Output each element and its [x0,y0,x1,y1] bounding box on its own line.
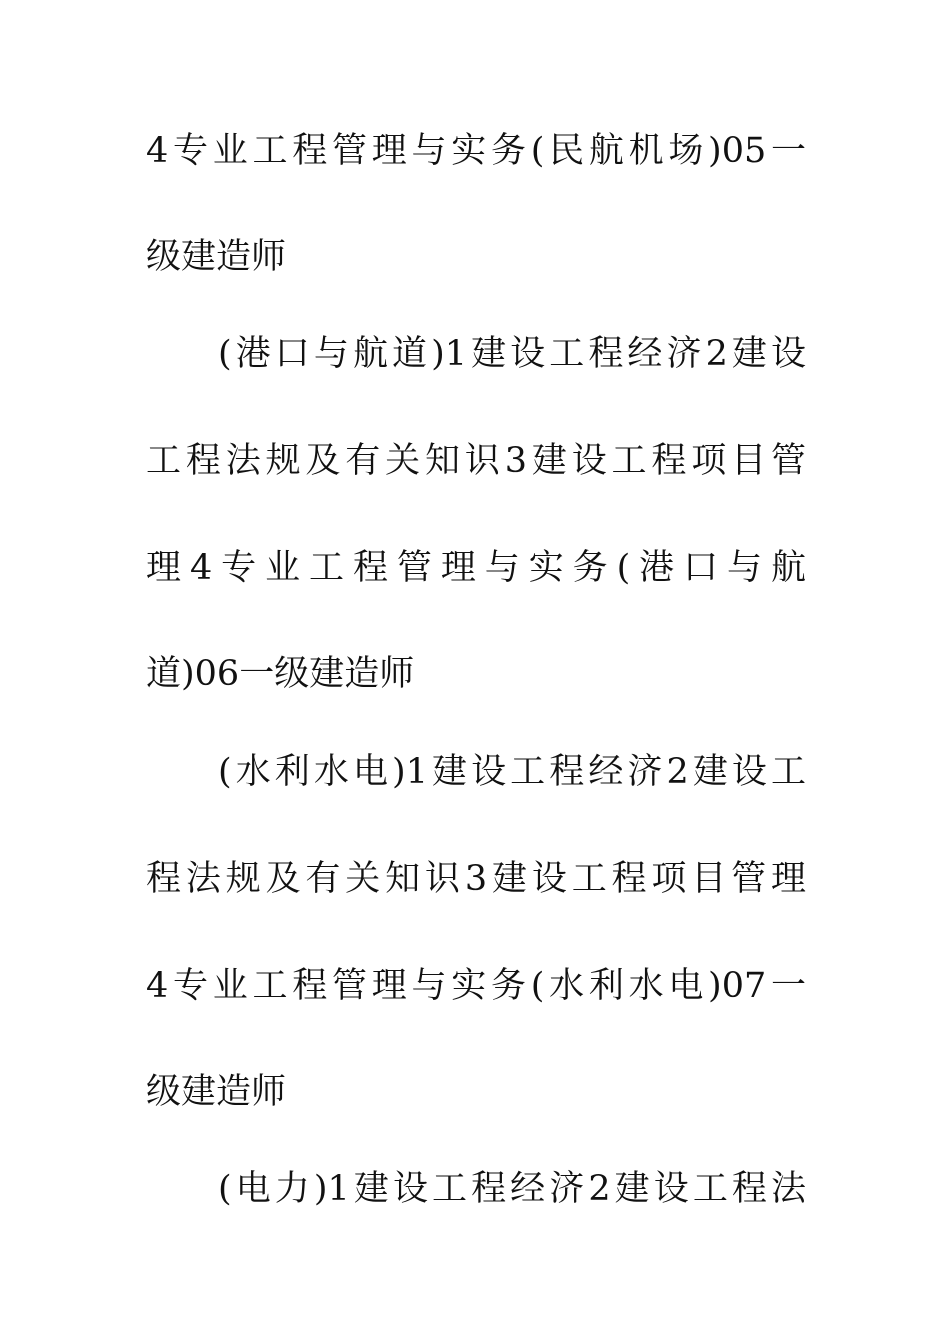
text-line-9: 4专业工程管理与实务(水利水电)07一 [146,966,806,1006]
text-line-4: 工程法规及有关知识3建设工程项目管 [146,441,806,481]
text-line-7: (水利水电)1建设工程经济2建设工 [218,752,806,792]
text-line-1: 4专业工程管理与实务(民航机场)05一 [146,131,806,171]
text-line-5: 理4专业工程管理与实务(港口与航 [146,548,806,588]
text-line-11: (电力)1建设工程经济2建设工程法 [218,1169,806,1209]
text-line-3: (港口与航道)1建设工程经济2建设 [218,334,806,374]
text-line-2: 级建造师 [146,237,287,277]
text-line-10: 级建造师 [146,1072,287,1112]
text-line-8: 程法规及有关知识3建设工程项目管理 [146,859,806,899]
text-line-6: 道)06一级建造师 [146,654,415,694]
